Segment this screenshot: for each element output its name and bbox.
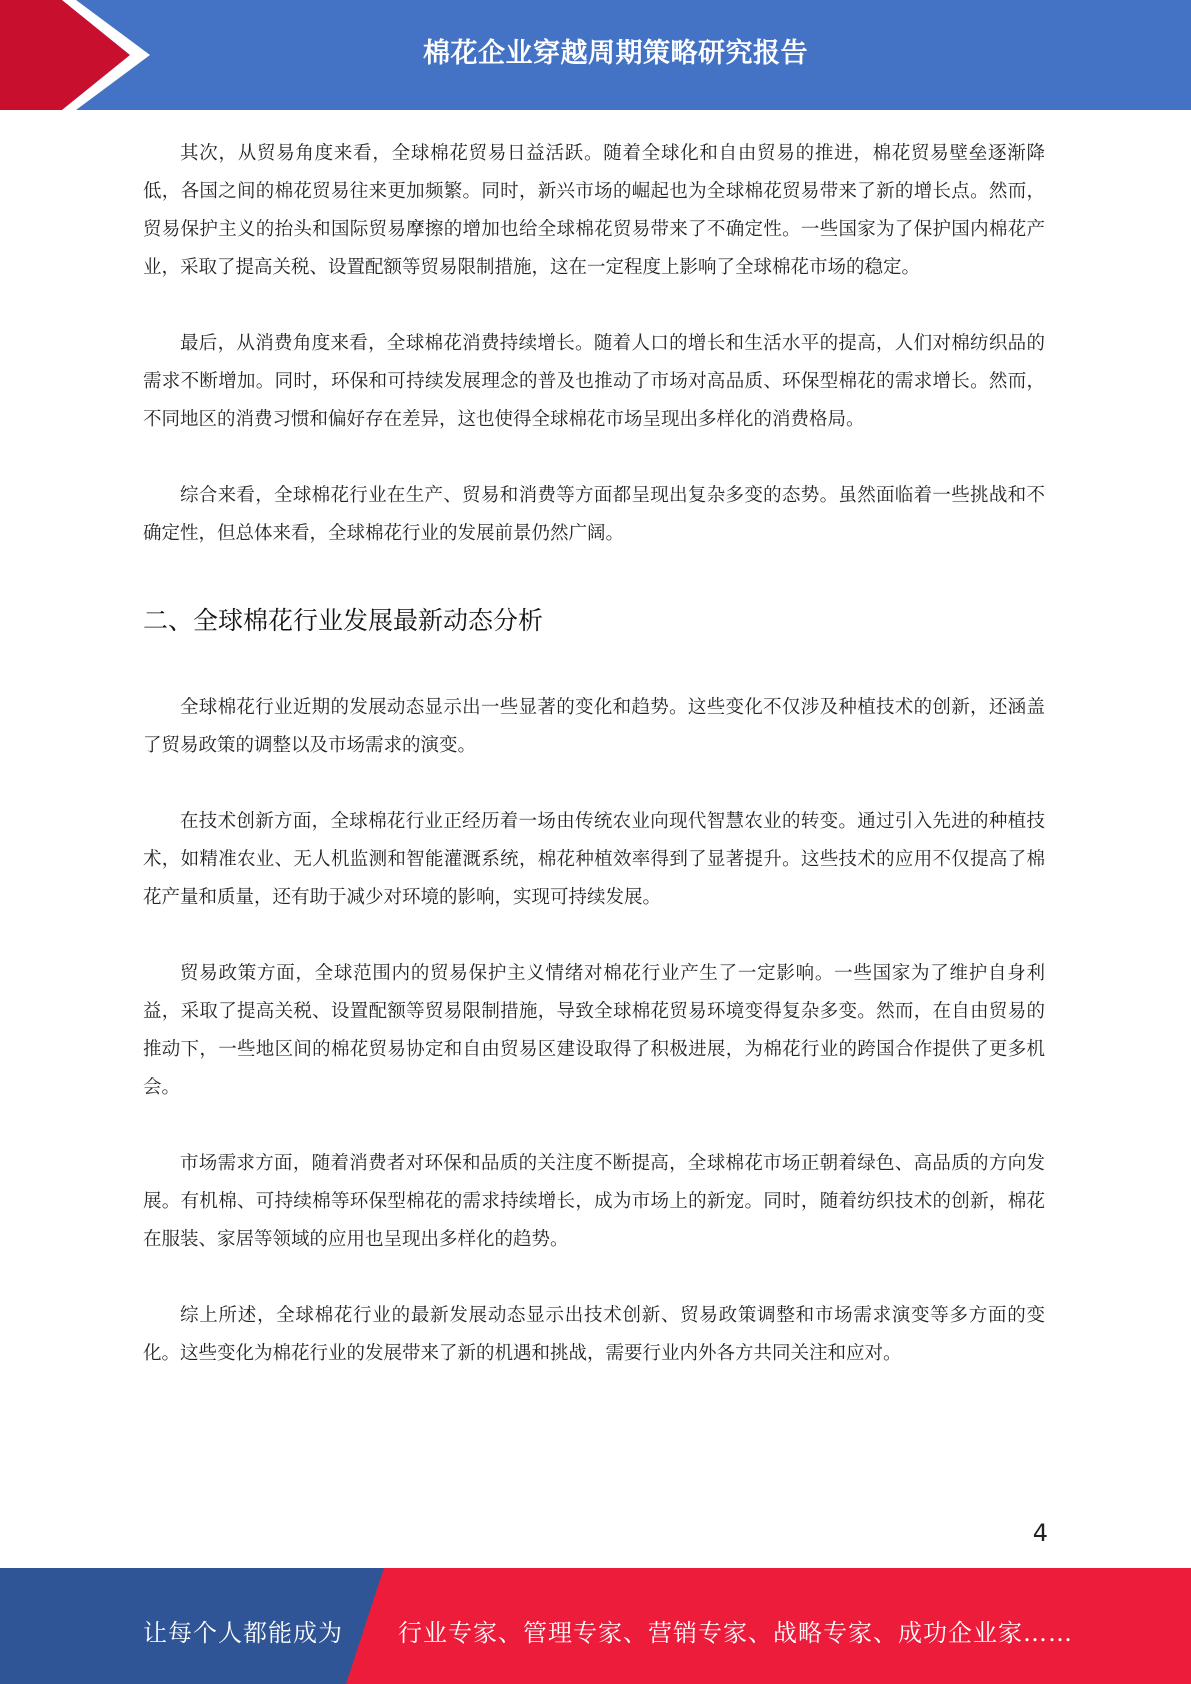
- page-content: [143, 135, 1045, 1373]
- paragraph-trade-policy: 贸易政策方面，全球范围内的贸易保护主义情绪对棉花行业产生了一定影响。一些国家为了维护自身利益，采取了提高关税、设置配额等贸易限制措施，导致全球棉花贸易环境变得复杂多变。然而，在自由贸易的推动下，一些地区间的棉花贸易协定和自由贸易区建设取得了积极进展，为棉花行业的跨国合作提供了更多机会。: [143, 963, 1045, 1098]
- paragraph-trade: 其次，从贸易角度来看，全球棉花贸易日益活跃。随着全球化和自由贸易的推进，棉花贸易壁垒逐渐降低，各国之间的棉花贸易往来更加频繁。同时，新兴市场的崛起也为全球棉花贸易带来了新的增长点。然而，贸易保护主义的抬头和国际贸易摩擦的增加也给全球棉花贸易带来了不确定性。一些国家为了保护国内棉花产业，采取了提高关税、设置配额等贸易限制措施，这在一定程度上影响了全球棉花市场的稳定。: [143, 143, 1045, 278]
- footer-slogan-right: 行业专家、管理专家、营销专家、战略专家、成功企业家……: [398, 1619, 1073, 1647]
- paragraph-summary: 综合来看，全球棉花行业在生产、贸易和消费等方面都呈现出复杂多变的态势。虽然面临着一些挑战和不确定性，但总体来看，全球棉花行业的发展前景仍然广阔。: [143, 485, 1045, 544]
- paragraph-market-demand: 市场需求方面，随着消费者对环保和品质的关注度不断提高，全球棉花市场正朝着绿色、高品质的方向发展。有机棉、可持续棉等环保型棉花的需求持续增长，成为市场上的新宠。同时，随着纺织技术的创新，棉花在服装、家居等领域的应用也呈现出多样化的趋势。: [143, 1153, 1045, 1250]
- page-number: 4: [1032, 1519, 1048, 1547]
- section-heading: 二、全球棉花行业发展最新动态分析: [143, 606, 544, 635]
- paragraph-dynamics-intro: 全球棉花行业近期的发展动态显示出一些显著的变化和趋势。这些变化不仅涉及种植技术的创新，还涵盖了贸易政策的调整以及市场需求的演变。: [143, 697, 1045, 756]
- paragraph-consumption: 最后，从消费角度来看，全球棉花消费持续增长。随着人口的增长和生活水平的提高，人们对棉纺织品的需求不断增加。同时，环保和可持续发展理念的普及也推动了市场对高品质、环保型棉花的需求增长。然而，不同地区的消费习惯和偏好存在差异，这也使得全球棉花市场呈现出多样化的消费格局。: [143, 333, 1045, 430]
- page-footer: [0, 1568, 1191, 1684]
- paragraph-conclusion: 综上所述，全球棉花行业的最新发展动态显示出技术创新、贸易政策调整和市场需求演变等多方面的变化。这些变化为棉花行业的发展带来了新的机遇和挑战，需要行业内外各方共同关注和应对。: [143, 1305, 1045, 1364]
- paragraph-tech-innovation: 在技术创新方面，全球棉花行业正经历着一场由传统农业向现代智慧农业的转变。通过引入先进的种植技术，如精准农业、无人机监测和智能灌溉系统，棉花种植效率得到了显著提升。这些技术的应用不仅提高了棉花产量和质量，还有助于减少对环境的影响，实现可持续发展。: [143, 811, 1045, 908]
- report-title: 棉花企业穿越周期策略研究报告: [423, 38, 808, 69]
- page-header: [0, 0, 1191, 110]
- footer-slogan-left: 让每个人都能成为: [143, 1619, 343, 1647]
